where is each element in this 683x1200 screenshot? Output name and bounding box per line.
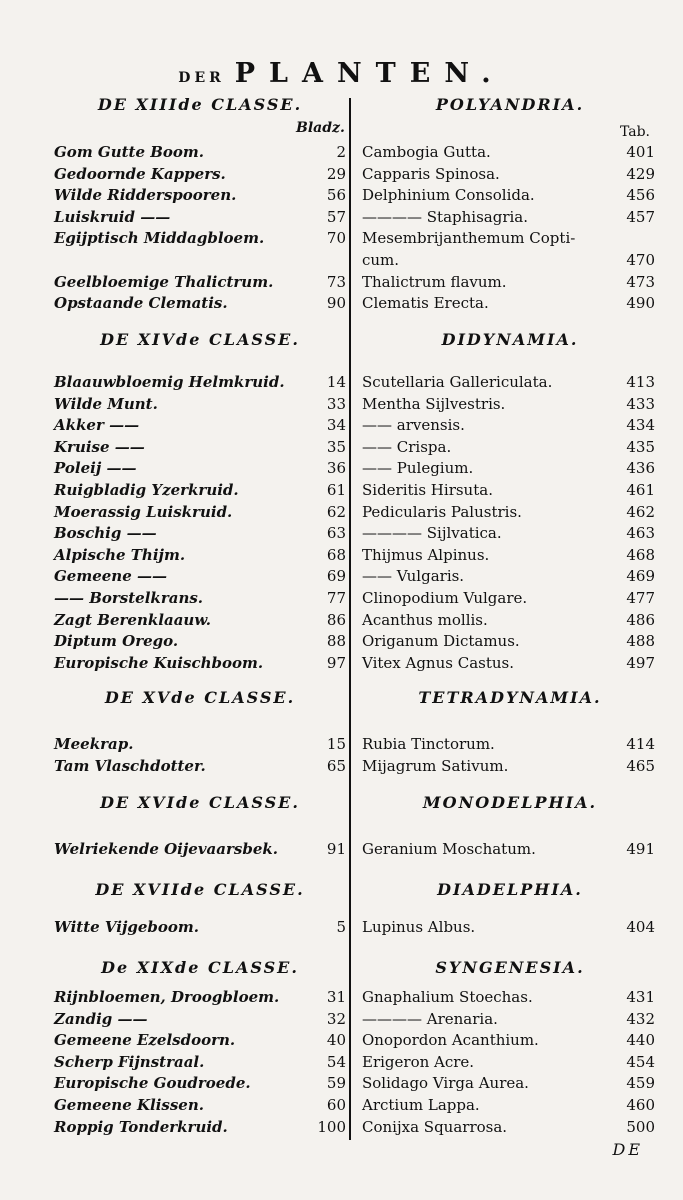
plate-number: 404 <box>626 918 655 936</box>
dutch-name: Blaauwbloemig Helmkruid. <box>54 373 285 391</box>
plate-number: 435 <box>626 437 655 456</box>
latin-name: Clinopodium Vulgare. <box>362 589 528 607</box>
index-row <box>0 208 683 230</box>
index-row <box>0 654 683 676</box>
page-number: 33 <box>326 394 346 413</box>
page-number: 77 <box>326 589 346 607</box>
page-number: 5 <box>336 918 346 936</box>
page-number: 63 <box>326 524 346 543</box>
plate-number: 456 <box>626 186 655 205</box>
dutch-name: Tam Vlaschdotter. <box>54 756 206 775</box>
index-row <box>0 918 683 940</box>
dutch-name: Europische Goudroede. <box>54 1074 251 1093</box>
page-number: 40 <box>326 1031 346 1050</box>
index-row <box>0 1010 683 1032</box>
latin-name: Mesembrijanthemum Copti- <box>362 229 576 248</box>
page-number: 56 <box>326 186 346 205</box>
page-number: 57 <box>326 207 346 226</box>
page-number: 34 <box>326 416 346 435</box>
plate-number: 459 <box>626 1074 655 1093</box>
plate-number: 470 <box>626 251 655 269</box>
page-number: 61 <box>326 481 346 499</box>
linnaean-class-heading: TETRADYNAMIA. <box>418 688 602 707</box>
page-number: 70 <box>326 229 346 248</box>
latin-name: Gnaphalium Stoechas. <box>362 988 533 1006</box>
plate-number: 429 <box>626 164 655 183</box>
page-number: 86 <box>326 610 346 629</box>
latin-name: Mentha Sijlvestris. <box>362 394 506 413</box>
latin-name: Arctium Lappa. <box>362 1096 480 1114</box>
page-number: 97 <box>326 653 346 672</box>
linnaean-class-heading: MONODELPHIA. <box>422 793 598 812</box>
dutch-name: Roppig Tonderkruid. <box>54 1117 228 1136</box>
page-number: 68 <box>326 545 346 564</box>
latin-name: Solidago Virga Aurea. <box>362 1074 529 1093</box>
dutch-name: Kruise —— <box>54 437 145 456</box>
index-row <box>0 395 683 417</box>
latin-name: Mijagrum Sativum. <box>362 756 509 775</box>
index-row <box>0 546 683 568</box>
index-row <box>0 524 683 546</box>
index-row <box>0 567 683 589</box>
page-number: 73 <box>326 272 346 291</box>
page-number: 62 <box>326 502 346 521</box>
index-row <box>0 438 683 460</box>
linnaean-class-heading: DIADELPHIA. <box>437 880 583 899</box>
index-row <box>0 632 683 654</box>
dutch-name: Geelbloemige Thalictrum. <box>54 272 274 291</box>
dutch-name: Egijptisch Middagbloem. <box>54 229 265 248</box>
plate-number: 431 <box>626 988 655 1006</box>
page-number: 91 <box>326 840 346 858</box>
dutch-name: Zagt Berenklaauw. <box>54 610 211 629</box>
index-row <box>0 757 683 779</box>
latin-name: —— Pulegium. <box>362 459 474 478</box>
index-row <box>0 416 683 438</box>
dutch-name: Diptum Orego. <box>54 632 179 651</box>
latin-name: Sideritis Hirsuta. <box>362 481 493 499</box>
page-number: 60 <box>326 1096 346 1114</box>
latin-name: Thalictrum flavum. <box>362 272 507 291</box>
dutch-name: Gemeene Klissen. <box>54 1096 204 1114</box>
index-row <box>0 251 683 273</box>
index-row <box>0 589 683 611</box>
page-number: 2 <box>336 143 346 161</box>
index-row <box>0 1031 683 1053</box>
dutch-name: Wilde Munt. <box>54 394 158 413</box>
dutch-name: Gedoornde Kappers. <box>54 164 226 183</box>
class-heading: DE XVIIde CLASSE. <box>95 880 305 899</box>
plate-number: 486 <box>626 610 655 629</box>
plate-number: 462 <box>626 502 655 521</box>
index-row <box>0 229 683 251</box>
latin-name: Thijmus Alpinus. <box>362 545 490 564</box>
linnaean-class-heading: POLYANDRIA. <box>435 95 585 114</box>
dutch-name: Welriekende Oijevaarsbek. <box>54 840 278 858</box>
plate-number: 413 <box>626 373 655 391</box>
index-row <box>0 373 683 395</box>
plate-number: 401 <box>626 143 655 161</box>
page-number: 32 <box>326 1009 346 1028</box>
class-heading: De XIXde CLASSE. <box>101 958 299 977</box>
page-number: 14 <box>326 373 346 391</box>
index-row <box>0 1053 683 1075</box>
latin-name: Delphinium Consolida. <box>362 186 535 205</box>
latin-name: Acanthus mollis. <box>362 610 488 629</box>
plate-number: 440 <box>626 1031 655 1050</box>
page-number: 15 <box>326 735 346 753</box>
dutch-name: Wilde Ridderspooren. <box>54 186 237 205</box>
plate-number: 497 <box>626 653 655 672</box>
page-number: 90 <box>326 294 346 313</box>
class-heading: DE XVde CLASSE. <box>104 688 296 707</box>
latin-name: Onopordon Acanthium. <box>362 1031 539 1050</box>
plate-number: 473 <box>626 272 655 291</box>
tab-column-label: Tab. <box>620 124 651 140</box>
class-heading: DE XIVde CLASSE. <box>100 330 300 349</box>
page-number: 35 <box>326 437 346 456</box>
plate-number: 488 <box>626 632 655 651</box>
linnaean-class-heading: SYNGENESIA. <box>435 958 585 977</box>
plate-number: 414 <box>626 735 655 753</box>
plate-number: 434 <box>626 416 655 435</box>
dutch-name: Gemeene —— <box>54 567 167 586</box>
page-number: 31 <box>326 988 346 1006</box>
dutch-name: Zandig —— <box>54 1009 148 1028</box>
latin-name: Capparis Spinosa. <box>362 164 500 183</box>
catchword: DE <box>612 1140 643 1159</box>
index-row <box>0 165 683 187</box>
dutch-name: —— Borstelkrans. <box>54 589 204 607</box>
index-row <box>0 273 683 295</box>
dutch-name: Meekrap. <box>54 735 134 753</box>
bladz-column-label: Bladz. <box>296 120 345 136</box>
index-row <box>0 459 683 481</box>
plate-number: 436 <box>626 459 655 478</box>
latin-name: Origanum Dictamus. <box>362 632 520 651</box>
page-header <box>0 58 683 89</box>
dutch-name: Ruigbladig Yzerkruid. <box>54 481 239 499</box>
plate-number: 490 <box>626 294 655 313</box>
page-number: 100 <box>317 1117 346 1136</box>
dutch-name: Witte Vijgeboom. <box>54 918 200 936</box>
plate-number: 433 <box>626 394 655 413</box>
plate-number: 460 <box>626 1096 655 1114</box>
latin-name: Pedicularis Palustris. <box>362 502 522 521</box>
latin-name: Rubia Tinctorum. <box>362 735 495 753</box>
dutch-name: Rijnbloemen, Droogbloem. <box>54 988 280 1006</box>
latin-name: Lupinus Albus. <box>362 918 476 936</box>
plate-number: 432 <box>626 1009 655 1028</box>
index-row <box>0 503 683 525</box>
latin-name: Scutellaria Gallericulata. <box>362 373 553 391</box>
latin-name: —— arvensis. <box>362 416 465 435</box>
latin-name: Clematis Erecta. <box>362 294 489 313</box>
plate-number: 463 <box>626 524 655 543</box>
latin-name: ———— Arenaria. <box>362 1009 498 1028</box>
index-row <box>0 1118 683 1140</box>
linnaean-class-heading: DIDYNAMIA. <box>441 330 579 349</box>
index-row <box>0 186 683 208</box>
latin-name: —— Crispa. <box>362 437 452 456</box>
dutch-name: Alpische Thijm. <box>54 545 186 564</box>
dutch-name: Opstaande Clematis. <box>54 294 228 313</box>
dutch-name: Gemeene Ezelsdoorn. <box>54 1031 236 1050</box>
page-number: 88 <box>326 632 346 651</box>
page-number: 29 <box>326 164 346 183</box>
dutch-name: Moerassig Luiskruid. <box>54 502 233 521</box>
latin-name: Vitex Agnus Castus. <box>362 653 514 672</box>
dutch-name: Poleij —— <box>54 459 137 478</box>
latin-name: Conijxa Squarrosa. <box>362 1117 508 1136</box>
dutch-name: Scherp Fijnstraal. <box>54 1052 205 1071</box>
index-row <box>0 611 683 633</box>
dutch-name: Akker —— <box>54 416 140 435</box>
plate-number: 491 <box>626 840 655 858</box>
plate-number: 465 <box>626 756 655 775</box>
index-row <box>0 1074 683 1096</box>
page-number: 36 <box>326 459 346 478</box>
header-title: PLANTEN. <box>234 58 505 89</box>
index-row <box>0 143 683 165</box>
plate-number: 457 <box>626 207 655 226</box>
index-row <box>0 294 683 316</box>
page-number: 69 <box>326 567 346 586</box>
page-number: 59 <box>326 1074 346 1093</box>
latin-name: ———— Staphisagria. <box>362 207 528 226</box>
index-row <box>0 988 683 1010</box>
latin-name: Erigeron Acre. <box>362 1052 475 1071</box>
dutch-name: Europische Kuischboom. <box>54 653 264 672</box>
header-prefix: DER <box>178 70 225 86</box>
plate-number: 469 <box>626 567 655 586</box>
plate-number: 454 <box>626 1052 655 1071</box>
plate-number: 461 <box>626 481 655 499</box>
index-row <box>0 1096 683 1118</box>
page-number: 65 <box>326 756 346 775</box>
latin-name: ———— Sijlvatica. <box>362 524 502 543</box>
class-heading: DE XIIIde CLASSE. <box>97 95 303 114</box>
index-row <box>0 735 683 757</box>
latin-name: cum. <box>362 251 400 269</box>
plate-number: 500 <box>626 1117 655 1136</box>
index-row <box>0 840 683 862</box>
dutch-name: Boschig —— <box>54 524 157 543</box>
class-heading: DE XVIde CLASSE. <box>100 793 300 812</box>
dutch-name: Luiskruid —— <box>54 207 171 226</box>
page-number: 54 <box>326 1052 346 1071</box>
plate-number: 468 <box>626 545 655 564</box>
index-row <box>0 481 683 503</box>
plate-number: 477 <box>626 589 655 607</box>
latin-name: Geranium Moschatum. <box>362 840 536 858</box>
dutch-name: Gom Gutte Boom. <box>54 143 205 161</box>
latin-name: —— Vulgaris. <box>362 567 465 586</box>
latin-name: Cambogia Gutta. <box>362 143 491 161</box>
